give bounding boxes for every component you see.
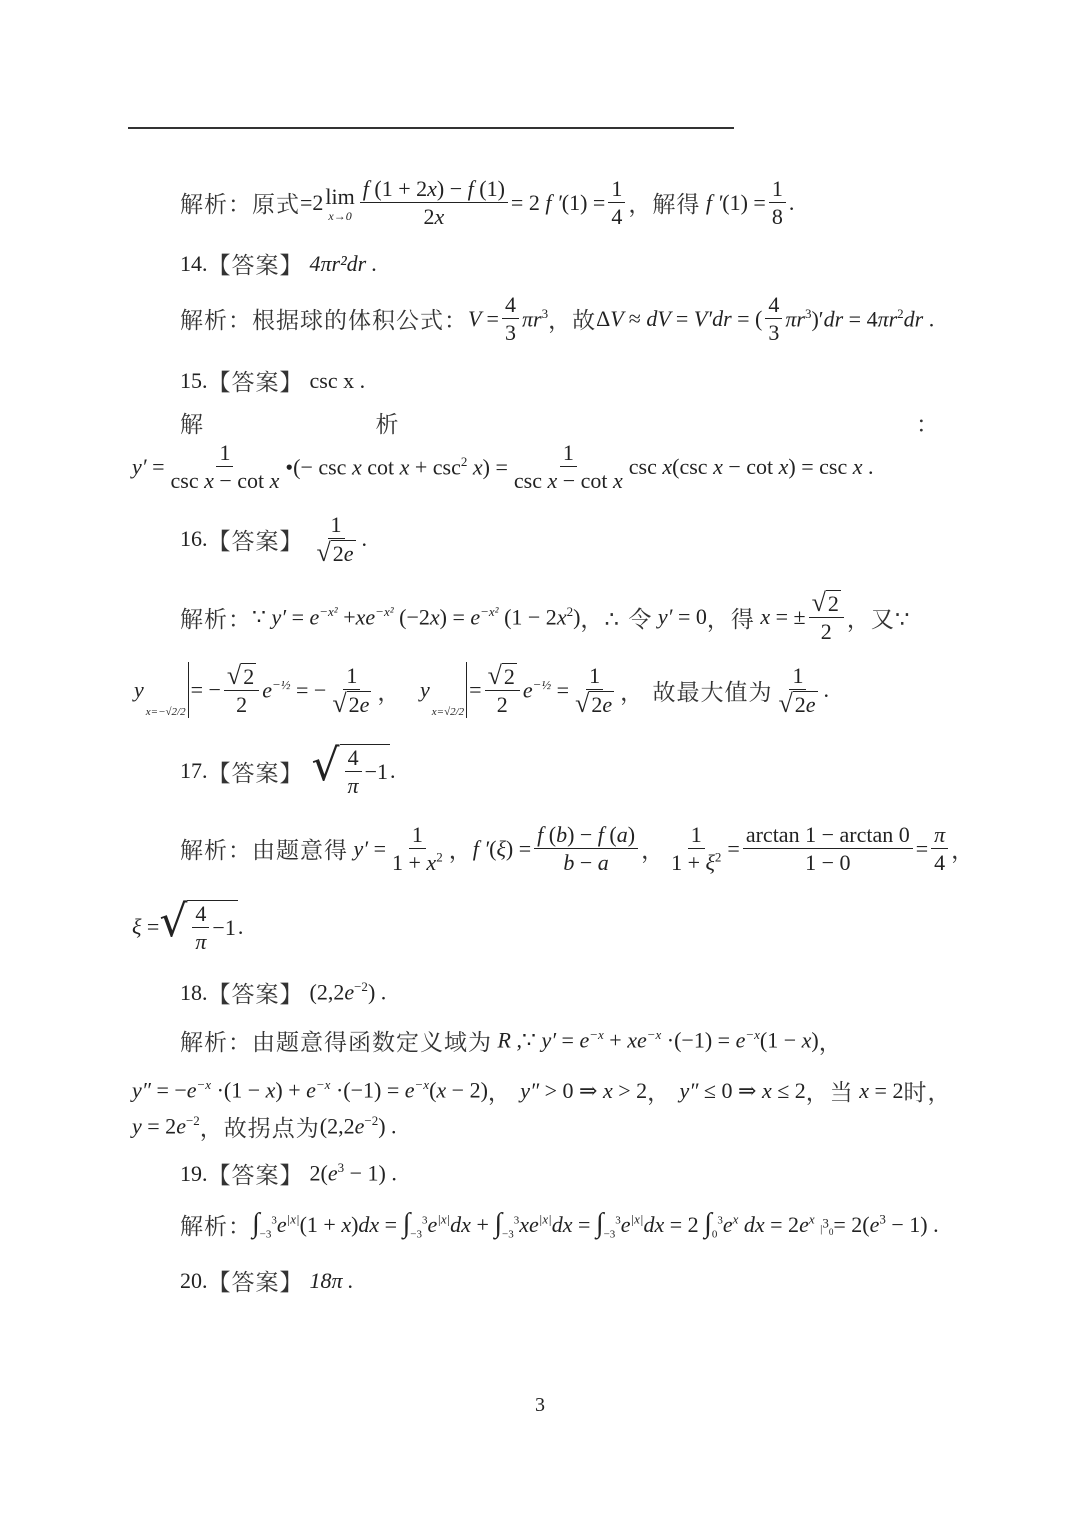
q17-analysis: 解析：由题意得 y′ = $\frac{1}{1 + x^2}$ ， f ′(ξ) = $\frac{f (b) - f (a)}{b - a}$ ， $\frac{1}{1 + \xi^2}$ = $\frac{\arctan 1 - \arctan 0}{1 - 0}$ = $\frac{\pi}{4}$ ， [180, 822, 976, 876]
q19-answer-value: $2(e^3 - 1)$ . [309, 1160, 397, 1186]
q18-analysis-2: $y'' = -e^{-x} \cdot(1 - x) + e^{-x} \cdot(-1) = e^{-x}(x - 2)$ ， y″ > 0 ⇒ x > 2 ， y″ ≤ 0 ⇒ x ≤ 2 ，当 x = 2 时， [132, 1077, 952, 1106]
q20-answer: 20. 【答案】 18π . [180, 1267, 354, 1296]
q15-answer-value: csc x . [309, 367, 366, 393]
q16-answer: 16. 【答案】 1 √ 2e . [180, 512, 368, 568]
q18-analysis-3: $y = 2e^{-2}$ ，故拐点为 $(2,2e^{-2})$ . [132, 1113, 397, 1142]
q17-answer: 17. 【答案】 √ $\frac{4}{\pi}$ −1 . [180, 740, 396, 799]
q16-analysis-2: y x=−√2/2 = − √ 2 2 $e^{-\frac{1}{2}}$ = − 1 √ 2e ， y x=√2/2 = √ 2 2 $e^{-\frac{1}{2}}$ = 1 √ 2e ， 故最大值为 1 √ 2e . [134, 660, 829, 718]
q16-answer-value: 1 √ 2e [316, 512, 354, 568]
q14-analysis: 解析：根据球的体积公式： V = $\frac{4}{3}$ $\pi r^3$ ，故 ΔV ≈ dV = V′dr = ( $\frac{4}{3}$ $\pi r^3)'dr = 4\pi r^2dr$ . [180, 292, 935, 346]
answer-label: 【答案】 [207, 253, 304, 279]
q19-answer: 19. 【答案】 $2(e^3 - 1)$ . [180, 1160, 397, 1189]
q20-answer-value: 18π . [309, 1267, 354, 1293]
analysis-label: 解析： [180, 192, 252, 219]
q13-analysis-text-1: 原式 [252, 192, 300, 219]
q18-analysis-1: 解析：由题意得函数定义域为 R ,∵ $y' = e^{-x} + xe^{-x} \cdot(-1) = e^{-x}(1 - x)$ ， [180, 1027, 843, 1056]
q19-analysis: 解析： $\int_{-3}^3e^{|x|}(1 + x)dx = \int_{-3}^3e^{|x|}dx + \int_{-3}^3xe^{|x|}dx = \int_{-3}^3e^{|x|}dx = 2$ $\int_0^3e^x$ dx = $2e^x$ $|^3_0= 2(e^3 - 1)$ . [180, 1208, 939, 1241]
q17-answer-value: √ $\frac{4}{\pi}$ −1 [311, 740, 388, 799]
page-number: 3 [535, 1394, 545, 1416]
q18-answer: 18. 【答案】 $(2,2e^{-2})$ . [180, 979, 387, 1008]
q15-analysis-label: 解 析 ： [180, 412, 940, 438]
header-rule [128, 127, 734, 129]
q18-answer-value: $(2,2e^{-2})$ . [309, 979, 387, 1005]
q17-analysis-2: ξ = √ $\frac{4}{\pi}$ −1 . [132, 896, 244, 955]
q14-answer-value: 4πr²dr . [309, 250, 378, 276]
q15-analysis: y′ = $\frac{1}{\text{csc x − cot x}}$ •(− csc x $\cot x + \csc^2 x$) = $\frac{1}{\text{csc x − cot x}}$ csc x(csc x − cot x) = csc x . [132, 440, 874, 494]
q14-answer: 14. 【答案】 4πr²dr . [180, 247, 377, 280]
q13-analysis: 解析： 原式 =2 lim x→0 $\frac{f (1 + 2x) - f (1)}{2x}$ = 2 f ′(1) = $\frac{1}{4}$ ，解得 f ′(1) = $\frac{1}{8}$ . [180, 176, 795, 230]
q15-answer: 15. 【答案】 csc x . [180, 367, 366, 396]
q16-analysis-1: 解析： ∵ $y' = e^{-x^2} +xe^{-x^2}$ $(-2x) = e^{-x^2}$ $(1 - 2x^2)$ ，∴ 令 y′ = 0 ，得 x = ± √ 2 2 ，又∵ [180, 588, 911, 645]
